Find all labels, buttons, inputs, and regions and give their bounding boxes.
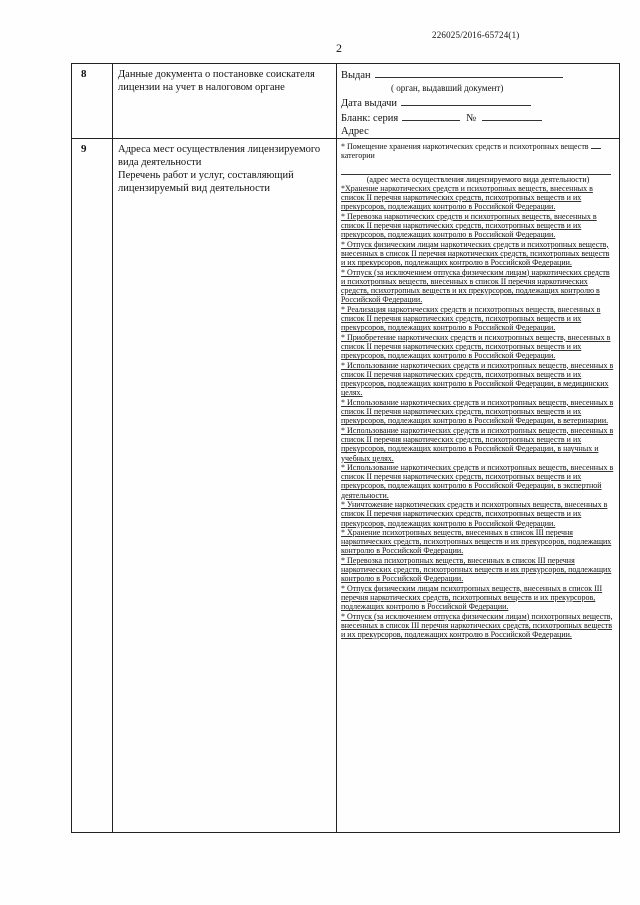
row-number: 8 xyxy=(72,64,113,139)
category-field[interactable] xyxy=(591,141,601,149)
services-label: Перечень работ и услуг, составляющий лицензируемый вид деятельности xyxy=(118,170,294,194)
list-item: * Использование наркотических средств и психотропных веществ, внесенных в список II перечня наркотических средств, психотропных веществ и их прекурсоров, подлежащих контролю в Российской Федерации, в научных и учебных целях. xyxy=(341,425,614,463)
address-field[interactable] xyxy=(341,161,611,175)
list-item: * Использование наркотических средств и психотропных веществ, внесенных в список II перечня наркотических средств, психотропных веществ и их прекурсоров, подлежащих контролю в Российской Федерации, в медицинских целях. xyxy=(341,360,614,398)
category-label: категории xyxy=(341,151,375,161)
row-number: 9 xyxy=(72,139,113,833)
list-item: * Отпуск (за исключением отпуска физическим лицам) наркотических средств и психотропных веществ, внесенных в список II перечня наркотических средств, психотропных веществ и их прекурсоров, подлежащих контролю в Российской Федерации. xyxy=(341,267,610,305)
form-series-label: Бланк: серия xyxy=(341,113,399,124)
form-number-field[interactable] xyxy=(482,110,542,121)
list-item: * Отпуск физическим лицам психотропных веществ, внесенных в список III перечня наркотических средств, психотропных веществ и их прекурсоров, подлежащих контролю в Российской Федерации. xyxy=(341,583,603,612)
list-item: * Уничтожение наркотических средств и психотропных веществ, внесенных в список II перечня наркотических средств, психотропных веществ и их прекурсоров, подлежащих контролю в Российской Федерации. xyxy=(341,499,608,528)
list-item: * Отпуск физическим лицам наркотических средств и психотропных веществ, внесенных в список II перечня наркотических средств, психотропных веществ и их прекурсоров, подлежащих контролю в Российской Федерации. xyxy=(341,239,610,268)
license-data-table xyxy=(71,63,620,833)
page-number: 2 xyxy=(336,41,342,55)
addresses-label: Адреса мест осуществления лицензируемого вида деятельности xyxy=(118,144,321,168)
row-label: Данные документа о постановке соискателя лицензии на учет в налоговом органе xyxy=(113,64,337,139)
list-item: * Перевозка психотропных веществ, внесенных в список III перечня наркотических средств, психотропных веществ и их прекурсоров, подлежащих контролю в Российской Федерации. xyxy=(341,555,612,584)
table-row xyxy=(72,64,620,139)
date-field[interactable] xyxy=(401,95,531,106)
issued-label: Выдан xyxy=(341,70,371,81)
list-item: * Использование наркотических средств и психотропных веществ, внесенных в список II перечня наркотических средств, психотропных веществ и их прекурсоров, подлежащих контролю в Российской Федерации, в экспертной деятельности. xyxy=(341,462,614,500)
list-item: * Отпуск (за исключением отпуска физическим лицам) психотропных веществ, внесенных в список III перечня наркотических средств, психотропных веществ и их прекурсоров, подлежащих контролю в Российской Федерации. xyxy=(341,611,613,640)
form-series-field[interactable] xyxy=(402,110,460,121)
list-item: * Использование наркотических средств и психотропных веществ, внесенных в список II перечня наркотических средств, психотропных веществ и их прекурсоров, подлежащих контролю в Российской Федерации, в ветеринарии. xyxy=(341,397,614,426)
date-label: Дата выдачи xyxy=(341,98,398,109)
address-caption: (адрес места осуществления лицензируемого вида деятельности) xyxy=(366,174,590,184)
list-item: * Перевозка наркотических средств и психотропных веществ, внесенных в список II перечня наркотических средств, психотропных веществ и их прекурсоров, подлежащих контролю в Российской Федерации. xyxy=(341,211,597,240)
address-label: Адрес xyxy=(341,126,369,137)
issued-field[interactable] xyxy=(375,67,563,78)
tax-registration-fields xyxy=(337,64,620,139)
storage-premises-text: * Помещение хранения наркотических средств и психотропных веществ xyxy=(341,142,589,151)
row-label xyxy=(113,139,337,833)
document-number: 226025/2016-65724(1) xyxy=(432,30,520,40)
list-item: * Хранение психотропных веществ, внесенных в список III перечня наркотических средств, психотропных веществ и их прекурсоров, подлежащих контролю в Российской Федерации. xyxy=(341,527,612,556)
activities-list xyxy=(337,139,620,833)
issued-sublabel: ( орган, выдавший документ) xyxy=(391,83,504,93)
list-item: * Приобретение наркотических средств и психотропных веществ, внесенных в список II перечня наркотических средств, психотропных веществ и их прекурсоров, подлежащих контролю в Российской Федерации. xyxy=(341,332,611,361)
form-number-sign: № xyxy=(466,113,477,124)
table-row xyxy=(72,139,620,833)
list-item: *Хранение наркотических средств и психотропных веществ, внесенных в список II перечня наркотических средств, психотропных веществ и их прекурсоров, подлежащих контролю в Российской Федерации. xyxy=(341,183,593,212)
list-item: * Реализация наркотических средств и психотропных веществ, внесенных в список II перечня наркотических средств, психотропных веществ и их прекурсоров, подлежащих контролю в Российской Федерации. xyxy=(341,304,601,333)
